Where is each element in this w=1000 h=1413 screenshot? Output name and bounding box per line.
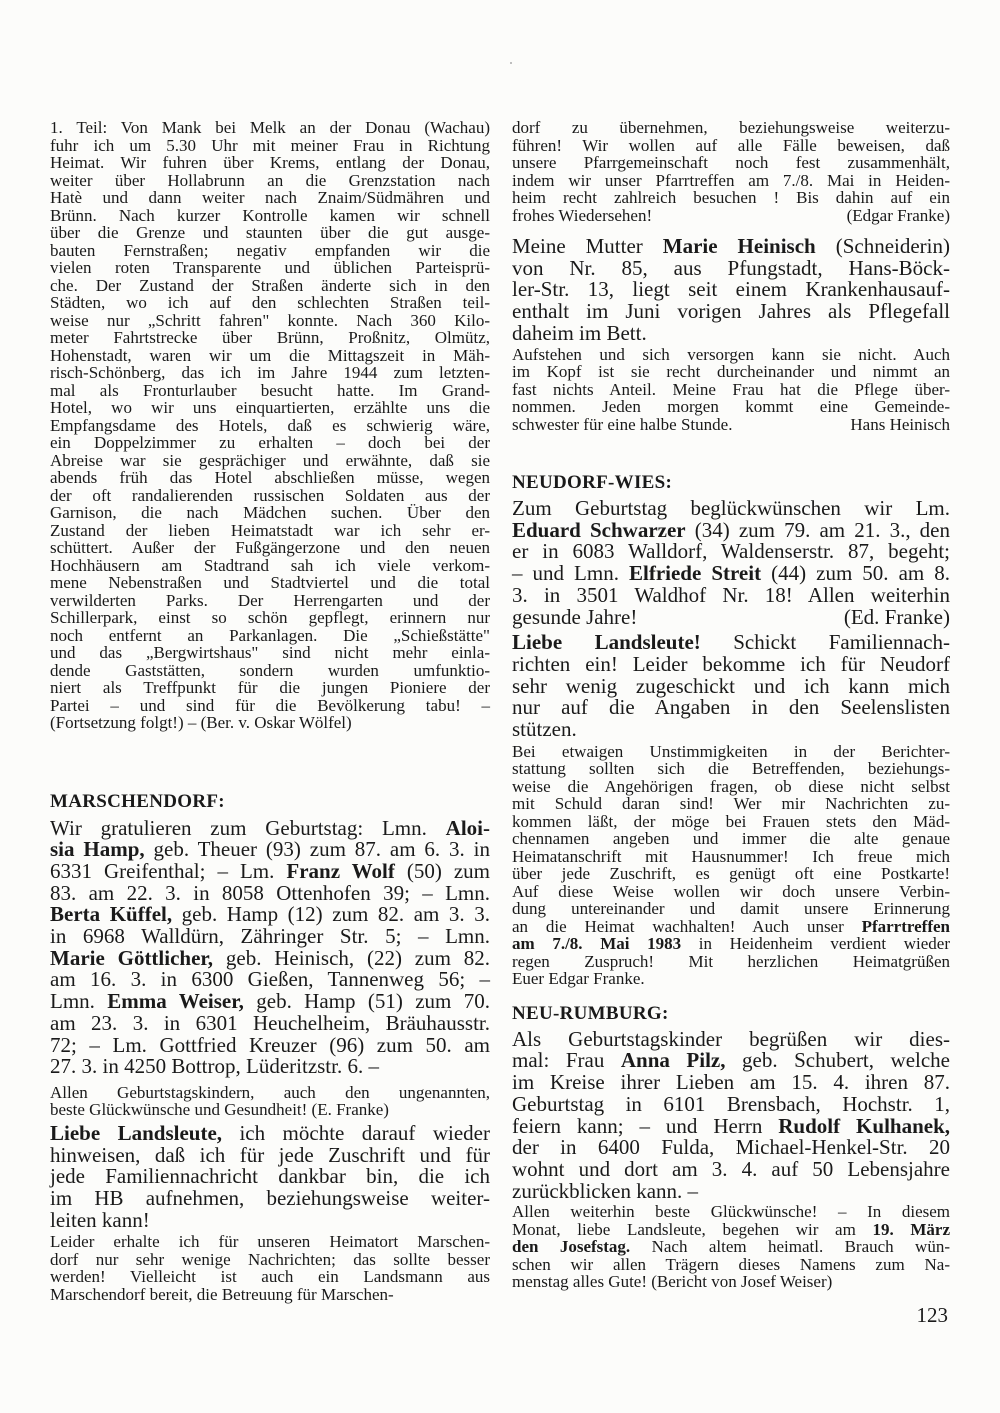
right-column bbox=[512, 119, 950, 1327]
text-line: indem wir unser Pfarrtreffen am 7./8. Mai in Heiden- bbox=[512, 170, 950, 190]
text-line: Als Geburtstagskinder begrüßen wir dies- bbox=[512, 1026, 950, 1051]
bold-name: am 7./8. Mai 1983 bbox=[512, 934, 682, 954]
text-line: 3. in 3501 Waldhof Nr. 18! Allen weiterhin bbox=[512, 582, 950, 607]
section-heading-marschendorf: MARSCHENDORF: bbox=[50, 790, 225, 812]
bold-name: Rudolf Kulhanek, bbox=[778, 1113, 951, 1138]
text-line: Berta Küffel, geb. Hamp (12) zum 82. am 3. 3. bbox=[50, 902, 490, 927]
bold-name: Emma Weiser, bbox=[107, 989, 244, 1014]
text-line: von Nr. 85, aus Pfungstadt, Hans-Böck- bbox=[512, 255, 950, 280]
text-line: Zustand der lieben Heimatstadt war ich sehr er- bbox=[50, 520, 490, 540]
text-line: Bei etwaigen Unstimmigkeiten in der Berichter- bbox=[512, 741, 950, 761]
bold-name: Liebe Landsleute, bbox=[50, 1120, 223, 1145]
text-line: weise nur „Schritt fahren" konnte. Nach 360 Kilo- bbox=[50, 310, 490, 330]
text-line: vielen roten Transparente und üblichen Parteisprü- bbox=[50, 258, 490, 277]
text-line: kommen läßt, der möge bei Frauen stets den Mäd- bbox=[512, 811, 950, 831]
text-line: Allen weiterhin beste Glückwünsche! – In diesem bbox=[512, 1202, 950, 1222]
text-line: 83. am 22. 3. in 8058 Ottenhofen 39; – Lmn. bbox=[50, 880, 490, 905]
text-line: Wir gratulieren zum Geburtstag: Lmn. Aloi- bbox=[50, 815, 490, 840]
text-line: 1. Teil: Von Mank bei Melk an der Donau (Wachau) bbox=[50, 118, 490, 137]
text-line: Empfangsdame des Hotels, daß es schwierig wäre, bbox=[50, 415, 490, 435]
text-line: am 23. 3. in 6301 Heuchelheim, Bräuhausstr. bbox=[50, 1010, 490, 1035]
text-line bbox=[512, 207, 950, 225]
text-line: niert als Treffpunkt für die jungen Pioniere der bbox=[50, 678, 490, 697]
scan-speck bbox=[510, 62, 512, 64]
text-line: Liebe Landsleute! Schickt Familiennach- bbox=[512, 630, 950, 655]
marschendorf-wishes-paragraph bbox=[50, 1084, 490, 1119]
text-line: dende Gaststätten, sondern wurden umfunktio- bbox=[50, 660, 490, 680]
text-line: ler-Str. 13, liegt seit einem Krankenhausauf- bbox=[512, 277, 950, 302]
page-number: 123 bbox=[916, 1302, 948, 1327]
text-line: wohnt und dort am 3. 4. auf 50 Lebensjahre bbox=[512, 1156, 950, 1181]
continuation-paragraph bbox=[512, 119, 950, 224]
text-line: er in 6083 Walldorf, Waldenserstr. 87, begeht; bbox=[512, 539, 950, 564]
bold-name: 19. März bbox=[872, 1219, 951, 1239]
text-line: che. Der Zustand der Straßen änderte sich in den bbox=[50, 275, 490, 295]
bold-name: den Josefstag. bbox=[512, 1237, 631, 1257]
text-line: Meine Mutter Marie Heinisch (Schneiderin) bbox=[512, 234, 950, 258]
bold-name: Liebe Landsleute! bbox=[512, 630, 701, 655]
text-line: Abreise war sie gesprächiger und erwähnte, daß sie bbox=[50, 450, 490, 470]
text-line: Eduard Schwarzer (34) zum 79. am 21. 3., den bbox=[512, 517, 950, 542]
bold-name: sia Hamp, bbox=[50, 837, 145, 862]
text-line: ein Doppelzimmer zu erhalten – doch bei der bbox=[50, 433, 490, 452]
text-line: am 7./8. Mai 1983 in Heidenheim verdient wieder bbox=[512, 934, 950, 954]
text-line: Lmn. Emma Weiser, geb. Hamp (51) zum 70. bbox=[50, 989, 490, 1014]
text-line: 72; – Lm. Gottfried Kreuzer (96) zum 50. am bbox=[50, 1032, 490, 1057]
section-heading-neudorf-wies: NEUDORF-WIES: bbox=[512, 472, 673, 494]
text-line: Geburtstag in 6101 Brensbach, Hochstr. 1, bbox=[512, 1091, 950, 1116]
liebe-landsleute-paragraph bbox=[50, 1120, 490, 1232]
aufstehen-paragraph bbox=[512, 346, 950, 434]
text-line: am 16. 3. in 6300 Gießen, Tannenweg 56; – bbox=[50, 967, 490, 992]
text-line: Hohenstadt, waren wir um die Mittagszeit in Mäh- bbox=[50, 345, 490, 365]
text-line: werden! Vielleicht ist auch ein Landsmann aus bbox=[50, 1267, 490, 1287]
text-line: richten ein! Leider bekomme ich für Neudorf bbox=[512, 651, 950, 676]
left-column bbox=[50, 119, 490, 1303]
text-line: feiern kann; – und Herrn Rudolf Kulhanek, bbox=[512, 1113, 951, 1138]
text-line: abends früh das Hotel abschließen müsse, wegen bbox=[50, 468, 490, 487]
text-line: – und Lmn. Elfriede Streit (44) zum 50. am 8. bbox=[512, 561, 951, 586]
text-line: beste Glückwünsche und Gesundheit! (E. Franke) bbox=[50, 1100, 389, 1120]
neudorf-note-paragraph bbox=[512, 743, 950, 988]
text-line: führen! Wir wollen auf alle Fälle beweisen, daß bbox=[512, 135, 950, 155]
text-line: stattung sollten sich die Betreffenden, beziehungs- bbox=[512, 759, 950, 779]
text-line: enthalt im Juni vorigen Jahres als Pflegefall bbox=[512, 299, 950, 324]
text-line: daheim im Bett. bbox=[512, 320, 647, 345]
text-line bbox=[512, 604, 950, 629]
text-line: 27. 3. in 4250 Bottrop, Lüderitzstr. 6. – bbox=[50, 1054, 379, 1079]
bold-name: Pfarrtreffen bbox=[861, 916, 950, 936]
bold-name: Marie Heinisch bbox=[662, 234, 816, 258]
neudorf-appeal-paragraph bbox=[512, 632, 950, 741]
neurumburg-note-paragraph bbox=[512, 1203, 950, 1291]
text-line: mal: Frau Anna Pilz, geb. Schubert, welche bbox=[512, 1048, 951, 1073]
text-line: der in 6400 Fulda, Michael-Henkel-Str. 20 bbox=[512, 1135, 950, 1160]
text-line: Städten, wo ich auf den schlechten Straßen teil- bbox=[50, 293, 490, 312]
text-line: Marschendorf bereit, die Betreuung für Marschen- bbox=[50, 1284, 394, 1304]
text-line: Heimat. Wir fuhren über Krems, entlang der Donau, bbox=[50, 153, 490, 172]
line-text: schwester für eine halbe Stunde. bbox=[512, 414, 733, 434]
line-text: frohes Wiedersehen! bbox=[512, 205, 653, 225]
text-line: fuhr ich um 5.30 Uhr mit meiner Frau in Richtung bbox=[50, 135, 490, 155]
bold-name: Aloi- bbox=[445, 815, 490, 840]
text-line: mal als Fronturlauber besucht hatte. Im Grand- bbox=[50, 380, 490, 400]
text-line: schen wir allen Trägern dieses Namens zum Na- bbox=[512, 1254, 950, 1274]
text-line: im Kopf ist sie recht durcheinander und nimmt an bbox=[512, 362, 950, 382]
text-line: zurückblicken kann. – bbox=[512, 1178, 699, 1203]
text-line: weise die Angehörigen fragen, ob diese nicht selbst bbox=[512, 776, 950, 796]
neudorf-birthdays-paragraph bbox=[512, 498, 950, 628]
author-signature: Hans Heinisch bbox=[850, 414, 950, 434]
text-line: Schillerpark, einst so schön gepflegt, erinnern nur bbox=[50, 608, 490, 627]
text-line: fast nichts Anteil. Meine Frau hat die Pflege über- bbox=[512, 379, 950, 399]
author-signature: (Ed. Franke) bbox=[843, 604, 950, 629]
text-line: Euer Edgar Franke. bbox=[512, 969, 645, 989]
text-line: im HB aufnehmen, beziehungsweise weiter- bbox=[50, 1186, 490, 1211]
text-line: Allen Geburtstagskindern, auch den ungenannten, bbox=[50, 1082, 490, 1102]
bold-name: Berta Küffel, bbox=[50, 902, 173, 927]
text-line: verwilderten Parks. Der Herrengarten und der bbox=[50, 590, 490, 610]
text-line: Hatè und dann weiter nach Znaim/Südmähren und bbox=[50, 188, 490, 207]
bold-name: Eduard Schwarzer bbox=[512, 517, 686, 542]
text-line: weiter über Hollabrunn an die Grenzstation nach bbox=[50, 170, 490, 190]
text-line: 6331 Greifenthal; – Lm. Franz Wolf (50) zum bbox=[50, 858, 490, 883]
text-line: chennamen angeben und immer die alte genaue bbox=[512, 829, 950, 849]
text-line: meter Fahrtstrecke über Brünn, Proßnitz, Olmütz, bbox=[50, 328, 490, 347]
text-line: an die Heimat wachhalten! Auch unser Pfarrtreffen bbox=[512, 916, 950, 936]
bold-name: Elfriede Streit bbox=[628, 561, 762, 586]
text-line: unsere Pfarrgemeinschaft noch fest zusammenhält, bbox=[512, 153, 950, 172]
bold-name: Anna Pilz, bbox=[620, 1048, 726, 1073]
text-line: mene Nebenstraßen und Stadtviertel und die total bbox=[50, 573, 490, 592]
text-line: Aufstehen und sich versorgen kann sie nicht. Auch bbox=[512, 344, 950, 364]
text-line: Heimatanschrift mit Hausnummer! Ich freue mich bbox=[512, 846, 950, 866]
text-line: Hotel, wo wir uns einquartierten, erzählte uns die bbox=[50, 398, 490, 417]
text-line: risch-Schönberg, das ich im Jahre 1944 zum letzten- bbox=[50, 363, 490, 382]
text-line: Monat, liebe Landsleute, begehen wir am 19. März bbox=[512, 1219, 951, 1239]
travel-report-paragraph bbox=[50, 119, 490, 732]
text-line: Zum Geburtstag beglückwünschen wir Lm. bbox=[512, 496, 950, 521]
text-line: Auf diese Weise wollen wir doch unsere Verbin- bbox=[512, 881, 950, 901]
text-line: menstag alles Gute! (Bericht von Josef Weiser) bbox=[512, 1272, 833, 1292]
text-line: Brünn. Nach kurzer Kontrolle kamen wir schnell bbox=[50, 205, 490, 225]
line-text: gesunde Jahre! bbox=[512, 604, 638, 629]
author-signature: (Edgar Franke) bbox=[846, 205, 950, 225]
text-line: in 6968 Walldürn, Zähringer Str. 5; – Lmn. bbox=[50, 924, 490, 949]
bold-name: Marie Göttlicher, bbox=[50, 945, 214, 970]
section-heading-neu-rumburg: NEU-RUMBURG: bbox=[512, 1002, 669, 1024]
mutter-paragraph bbox=[512, 236, 950, 345]
text-line: nommen. Jeden morgen kommt eine Gemeinde- bbox=[512, 397, 950, 417]
text-line: hinweisen, daß ich für jede Zuschrift und für bbox=[50, 1142, 490, 1167]
text-line: Partei – und sind für die Bevölkerung tabu! – bbox=[50, 695, 490, 715]
text-line: mit Schuld daran sind! Wer mir Nachrichten zu- bbox=[512, 794, 950, 814]
text-line: Hochhäusern am Stadtrand sah ich viele verkom- bbox=[50, 555, 490, 575]
text-line: sehr wenig zugeschickt und ich kann mich bbox=[512, 673, 950, 698]
text-line: bauten Fernstraßen; negativ empfanden wir die bbox=[50, 240, 490, 260]
text-line: jede Familiennachricht dankbar bin, die ich bbox=[50, 1164, 490, 1189]
text-line: und das „Bergwirtshaus" sind nicht mehr einla- bbox=[50, 643, 490, 662]
neurumburg-birthdays-paragraph bbox=[512, 1026, 951, 1203]
text-line: noch entfernt an Parkanlagen. Die „Schießstätte" bbox=[50, 625, 490, 645]
text-line: im Kreise ihrer Lieben am 15. 4. ihren 87. bbox=[512, 1070, 950, 1095]
marschendorf-birthdays-paragraph bbox=[50, 815, 490, 1079]
text-line: heim recht zahlreich besuchen ! Bis dahin auf ein bbox=[512, 188, 950, 207]
text-line: über jede Zuschrift, es genügt oft eine Postkarte! bbox=[512, 864, 950, 884]
text-line: sia Hamp, geb. Theuer (93) zum 87. am 6. 3. in bbox=[50, 837, 490, 862]
text-line bbox=[512, 416, 950, 434]
text-line: den Josefstag. Nach altem heimatl. Brauch wün- bbox=[512, 1237, 950, 1257]
text-line: regen Zuspruch! Mit herzlichen Heimatgrüßen bbox=[512, 951, 950, 971]
text-line: leiten kann! bbox=[50, 1207, 150, 1232]
text-line: stützen. bbox=[512, 717, 577, 742]
text-line: der oft randalierenden russischen Soldaten aus der bbox=[50, 485, 490, 505]
text-line: über die Grenze und staunten über die gut ausge- bbox=[50, 223, 490, 242]
text-line: dorf zu übernehmen, beziehungsweise weiterzu- bbox=[512, 118, 950, 137]
text-line: dung untereinander und damit unsere Erinnerung bbox=[512, 899, 950, 919]
bold-name: Franz Wolf bbox=[286, 858, 395, 883]
text-line: nur auf die Angaben in den Seelenslisten bbox=[512, 695, 950, 720]
text-line: dorf nur sehr wenige Nachrichten; das sollte besser bbox=[50, 1249, 490, 1269]
text-line: Leider erhalte ich für unseren Heimatort Marschen- bbox=[50, 1232, 490, 1252]
text-line: Marie Göttlicher, geb. Heinisch, (22) zum 82. bbox=[50, 945, 490, 970]
text-line: schüttert. Außer der Fußgängerzone und den neuen bbox=[50, 538, 490, 557]
text-line: Liebe Landsleute, ich möchte darauf wieder bbox=[50, 1120, 490, 1145]
text-line: (Fortsetzung folgt!) – (Ber. v. Oskar Wölfel) bbox=[50, 713, 352, 732]
leider-paragraph bbox=[50, 1233, 490, 1303]
text-line: Garnison, die nach Mädchen suchen. Über den bbox=[50, 503, 490, 522]
